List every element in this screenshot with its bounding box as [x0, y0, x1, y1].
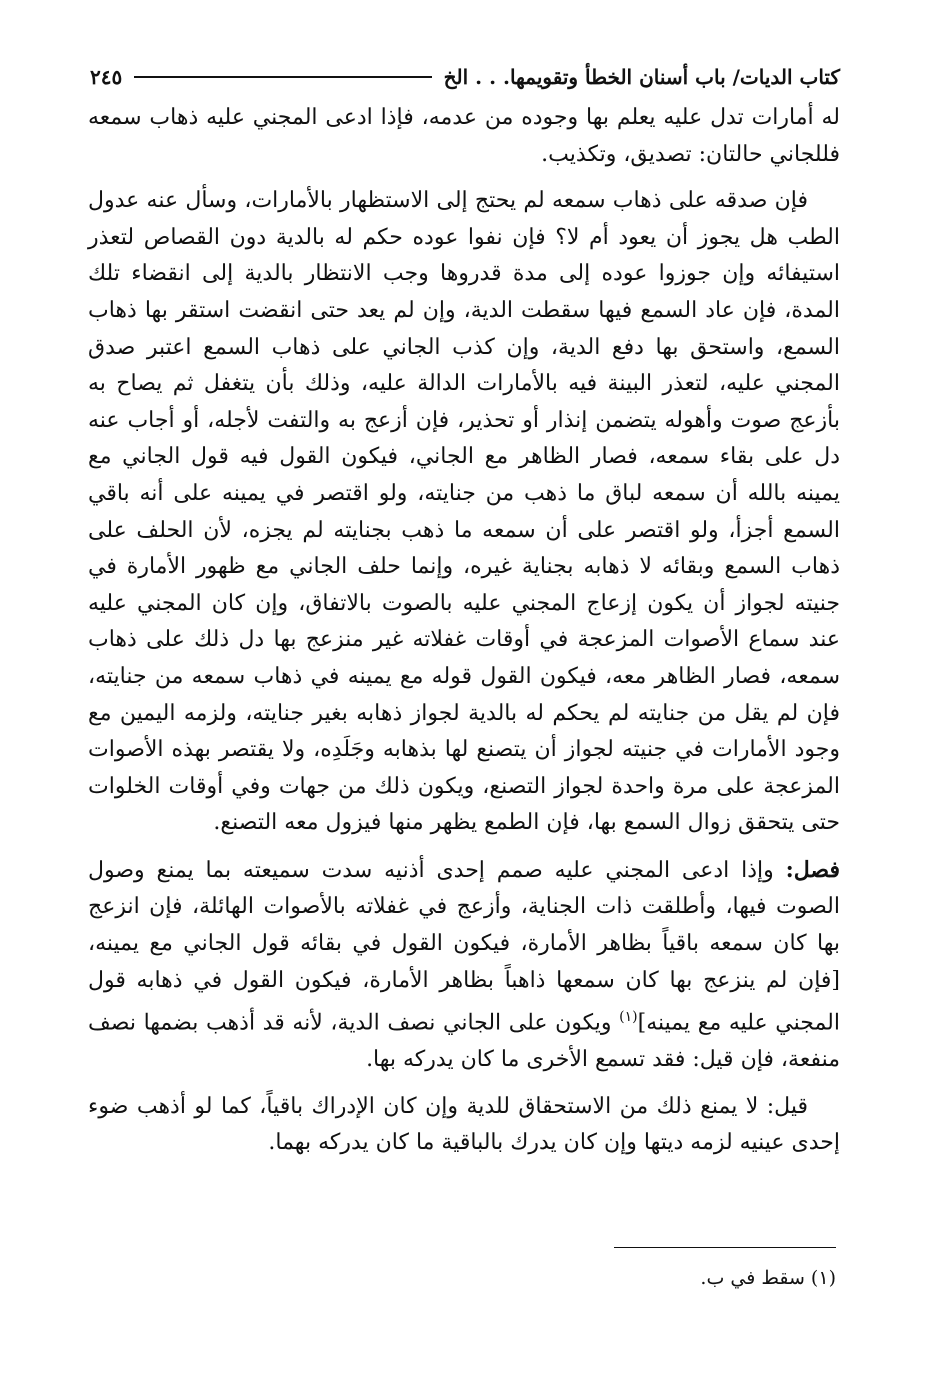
paragraph-3-part-b: ويكون على الجاني نصف الدية، لأنه قد أذهب بضمها نصف منفعة، فإن قيل: فقد تسمع الأخرى ما كان يدركه بها.	[88, 1010, 840, 1073]
footnote-reference[interactable]: (١)	[619, 1009, 638, 1026]
footnote-divider	[614, 1247, 836, 1248]
paragraph-4: قيل: لا يمنع ذلك من الاستحقاق للدية وإن كان الإدراك باقياً، كما لو أذهب ضوء إحدى عينيه لزمه ديتها وإن كان يدرك بالباقية ما كان يدركه بهما.	[88, 1093, 840, 1156]
running-header	[90, 62, 840, 92]
paragraph-3	[88, 852, 840, 1079]
paragraph-2: فإن صدقه على ذهاب سمعه لم يحتج إلى الاستظهار بالأمارات، وسأل عنه عدول الطب هل يجوز أن يعود أم لا؟ فإن نفوا عوده حكم له بالدية دون القصاص لتعذر استيفائه وإن جوزوا عوده إلى مدة قدروها وجب الانتظار بالدية إلى انقضاء تلك المدة، فإن عاد السمع فيها سقطت الدية، وإن لم يعد حتى انقضت استقر بها ذهاب السمع، واستحق بها دفع الدية، وإن كذب الجاني على ذهاب السمع اعتبر صدق المجني عليه، لتعذر البينة فيه بالأمارات الدالة عليه، وذلك بأن يتغفل ثم يصاح به بأزعج صوت وأهوله يتضمن إنذار أو تحذير، فإن أزعج به والتفت لأجله، أو أجاب عنه دل على بقاء سمعه، فصار الظاهر مع الجاني، فيكون القول فيه قول الجاني مع يمينه بالله أن سمعه لباق ما ذهب من جنايته، ولو اقتصر في يمينه على أنه باقي السمع أجزأ، ولو اقتصر على أن سمعه ما ذهب بجنايته لم يجزه، لأن الحلف على ذهاب السمع وبقائه لا ذهابه بجناية غيره، وإنما حلف الجاني مع ظهور الأمارة في جنيته لجواز أن يكون إزعاج المجني عليه بالصوت بالاتفاق، وإن كان المجني عليه عند سماع الأصوات المزعجة في أوقات غفلاته غير منزعج بها دل ذلك على ذهاب سمعه، فصار الظاهر معه، فيكون القول قوله مع يمينه في ذهاب سمعه من جنايته، فإن لم يقل من جنايته لم يحكم له بالدية لجواز ذهابه بغير جنايته، ولزمه اليمين مع وجود الأمارات في جنيته لجواز أن يتصنع لها بذهابه وجَلَدِه، ولا يقتصر بهذه الأصوات المزعجة على مرة واحدة لجواز التصنع، ويكون ذلك من جهات وفي أوقات الخلوات حتى يتحقق زوال السمع بها، فإن الطمع يظهر منها فيزول معه التصنع.	[88, 188, 840, 836]
page-number: ٢٤٥	[90, 65, 123, 89]
section-label: فصل:	[785, 856, 840, 883]
header-title: كتاب الديات/ باب أسنان الخطأ وتقويمها. . . الخ	[443, 65, 840, 89]
body-text	[88, 100, 840, 1162]
header-rule	[134, 76, 431, 78]
footnote-1: (١) سقط في ب.	[700, 1267, 836, 1289]
paragraph-3-part-a: وإذا ادعى المجني عليه صمم إحدى أذنيه سدت سميعته بما يمنع وصول الصوت فيها، وأطلقت ذات الجناية، وأزعج في غفلاته بالأصوات الهائلة، فإن انزعج بها كان سمعه باقياً بظاهر الأمارة، فيكون القول في بقائه قول الجاني مع يمينه، [فإن لم ينزعج بها كان سمعها ذاهباً بظاهر الأمارة، فيكون القول في ذهابه قول المجني عليه مع يمينه]	[88, 857, 840, 1036]
paragraph-1: له أمارات تدل عليه يعلم بها وجوده من عدمه، فإذا ادعى المجني عليه ذهاب سمعه فللجاني حالتان: تصديق، وتكذيب.	[88, 105, 840, 167]
